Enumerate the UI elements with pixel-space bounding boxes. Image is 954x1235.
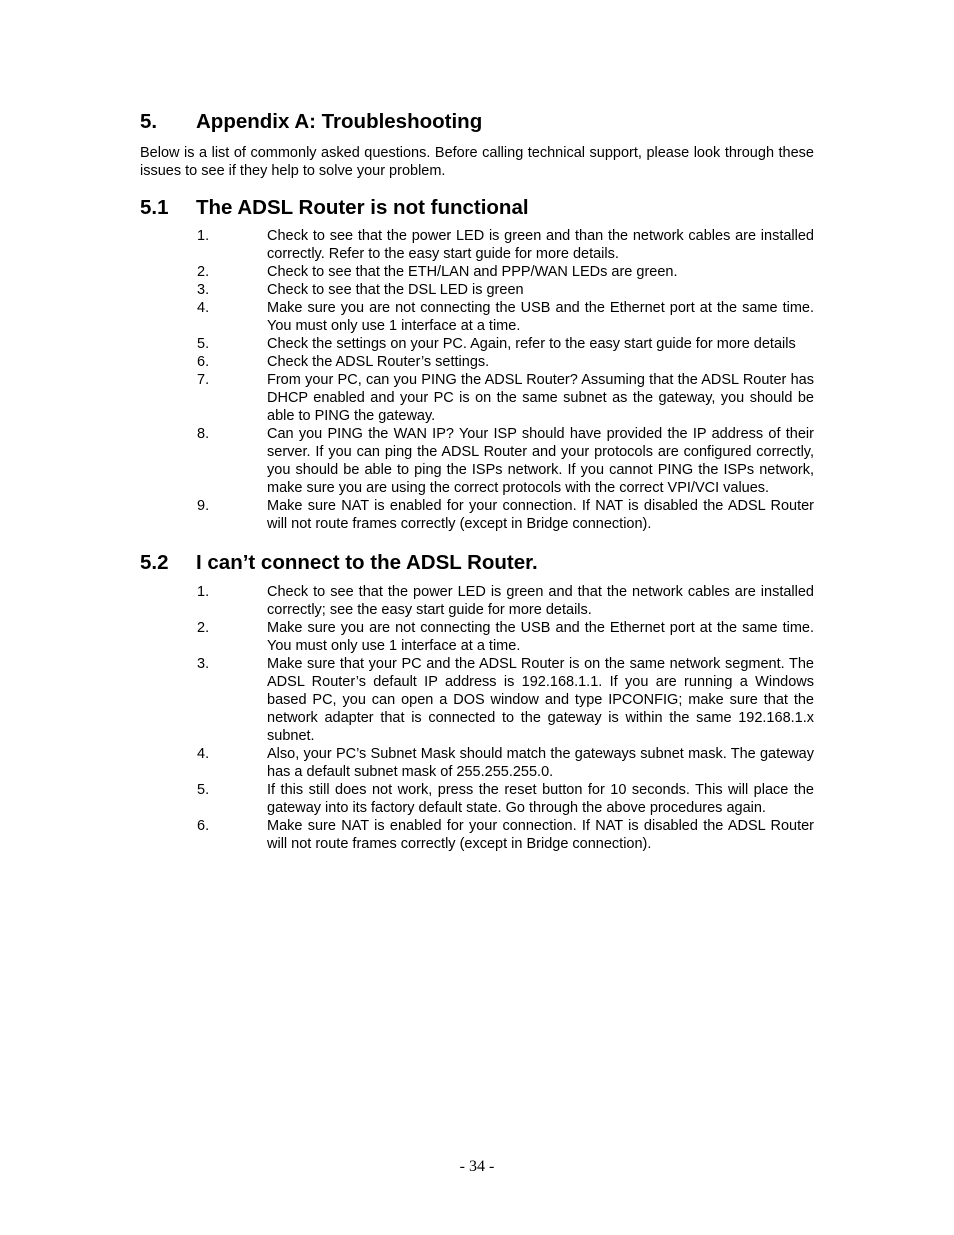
page-number: - 34 -: [459, 1158, 495, 1175]
list-item: [140, 263, 814, 281]
appendix-heading: [140, 110, 814, 134]
list-item-text: Check the ADSL Router’s settings.: [267, 354, 490, 371]
list-item: [140, 227, 814, 263]
list-item-number: 7.: [197, 372, 210, 389]
list-item: [140, 425, 814, 497]
list-item-number: 4.: [197, 300, 210, 317]
list-item-text: Can you PING the WAN IP? Your ISP should have provided the IP address of their server. If you can ping the ADSL Router and your protocols are configured correctly, you should be able to ping the ISPs network. If you cannot PING the ISPs network, make sure you are using the correct protocols with the correct VPI/VCI values.: [267, 426, 814, 497]
list-item-text: Make sure NAT is enabled for your connection. If NAT is disabled the ADSL Router will not route frames correctly (except in Bridge connection).: [267, 817, 814, 852]
intro-paragraph: Below is a list of commonly asked questions. Before calling technical support, please look through these issues to see if they help to solve your problem.: [140, 144, 814, 179]
list-item-text: Make sure you are not connecting the USB and the Ethernet port at the same time. You must only use 1 interface at a time.: [267, 300, 814, 335]
list-item-number: 2.: [197, 264, 210, 281]
list-item-number: 9.: [197, 498, 210, 515]
section-heading-5-2: [140, 551, 814, 575]
list-item: [140, 781, 814, 817]
list-item-number: 3.: [197, 655, 210, 672]
list-item-text: Check to see that the power LED is green and that the network cables are installed correctly; see the easy start guide for more details.: [267, 583, 814, 618]
list-item-text: Check to see that the ETH/LAN and PPP/WAN LEDs are green.: [267, 264, 678, 281]
list-item: [140, 281, 814, 299]
document-page: [140, 110, 814, 853]
list-item: [140, 583, 814, 619]
section-heading-5-1: [140, 196, 814, 220]
list-item-text: Make sure that your PC and the ADSL Router is on the same network segment. The ADSL Router’s default IP address is 192.168.1.1. If you are running a Windows based PC, you can open a DOS window and type IPCONFIG; make sure that the network adapter that is connected to the gateway is within the same 192.168.1.x subnet.: [267, 655, 814, 744]
list-item: [140, 371, 814, 425]
list-item-number: 6.: [197, 817, 210, 834]
list-item-text: Also, your PC’s Subnet Mask should match the gateways subnet mask. The gateway has a default subnet mask of 255.255.255.0.: [267, 745, 814, 780]
list-item-text: Make sure NAT is enabled for your connection. If NAT is disabled the ADSL Router will not route frames correctly (except in Bridge connection).: [267, 498, 814, 533]
list-item-number: 4.: [197, 745, 210, 762]
list-item-text: From your PC, can you PING the ADSL Router? Assuming that the ADSL Router has DHCP enabled and your PC is on the same subnet as the gateway, you should be able to PING the gateway.: [267, 372, 814, 425]
section-title: The ADSL Router is not functional: [196, 195, 529, 219]
list-item: [140, 817, 814, 853]
list-item-number: 8.: [197, 426, 210, 443]
list-item: [140, 353, 814, 371]
section-title: I can’t connect to the ADSL Router.: [196, 551, 538, 575]
section-2-list: [140, 583, 814, 853]
section-number: 5.1: [140, 195, 169, 219]
section-number: 5.2: [140, 551, 169, 575]
list-item-number: 1.: [197, 228, 210, 245]
list-item: [140, 745, 814, 781]
list-item-number: 5.: [197, 336, 210, 353]
list-item-text: If this still does not work, press the reset button for 10 seconds. This will place the gateway into its factory default state. Go through the above procedures again.: [267, 781, 814, 816]
list-item: [140, 497, 814, 533]
appendix-number: 5.: [140, 110, 158, 133]
list-item: [140, 335, 814, 353]
list-item-number: 6.: [197, 354, 210, 371]
list-item: [140, 619, 814, 655]
list-item-text: Check to see that the power LED is green and than the network cables are installed correctly. Refer to the easy start guide for more details.: [267, 228, 814, 263]
list-item-number: 2.: [197, 619, 210, 636]
section-1-list: [140, 227, 814, 533]
list-item-text: Check the settings on your PC. Again, refer to the easy start guide for more details: [267, 336, 796, 353]
list-item-number: 3.: [197, 282, 210, 299]
list-item: [140, 299, 814, 335]
list-item: [140, 655, 814, 745]
list-item-text: Check to see that the DSL LED is green: [267, 282, 524, 299]
list-item-number: 5.: [197, 781, 210, 798]
appendix-title: Appendix A: Troubleshooting: [196, 110, 483, 133]
list-item-text: Make sure you are not connecting the USB and the Ethernet port at the same time. You must only use 1 interface at a time.: [267, 619, 814, 654]
list-item-number: 1.: [197, 583, 210, 600]
